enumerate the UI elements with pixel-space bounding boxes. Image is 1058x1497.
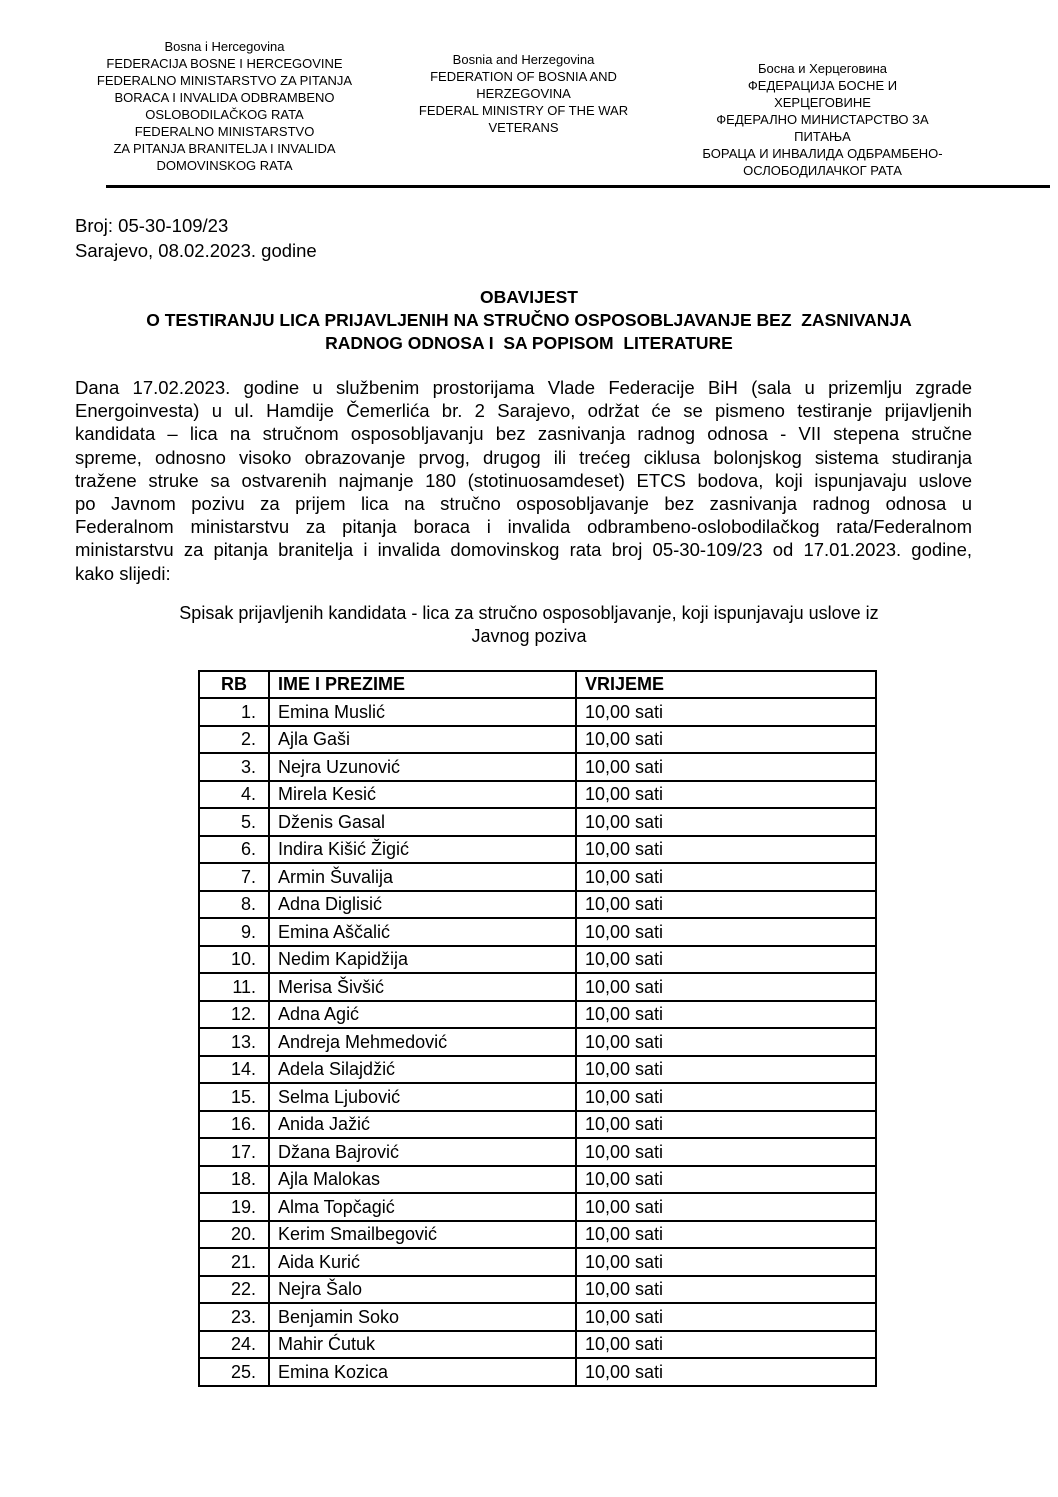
letterhead-line: FEDERATION OF BOSNIA AND bbox=[430, 69, 617, 84]
letterhead-line: ОСЛОБОДИЛАЧКОГ РАТА bbox=[743, 163, 902, 178]
cell-time: 10,00 sati bbox=[576, 1111, 876, 1139]
cell-rb: 10. bbox=[199, 946, 269, 974]
cell-time: 10,00 sati bbox=[576, 1138, 876, 1166]
cell-rb: 7. bbox=[199, 863, 269, 891]
letterhead-line: Bosna i Hercegovina bbox=[164, 39, 285, 54]
table-row bbox=[199, 726, 876, 754]
letterhead-line: FEDERALNO MINISTARSTVO ZA PITANJA bbox=[96, 73, 353, 88]
table-row bbox=[199, 973, 876, 1001]
cell-time: 10,00 sati bbox=[576, 863, 876, 891]
cell-time: 10,00 sati bbox=[576, 1028, 876, 1056]
cell-rb: 14. bbox=[199, 1056, 269, 1084]
letterhead-line: БОРАЦА И ИНВАЛИДА ОДБРАМБЕНО- bbox=[702, 146, 943, 161]
notice-title-line: O TESTIRANJU LICA PRIJAVLJENIH NA STRUČNO OSPOSOBLJAVANJE BEZ ZASNIVANJA bbox=[146, 310, 912, 330]
reference-block bbox=[75, 213, 972, 263]
letterhead-divider bbox=[106, 185, 1050, 188]
table-row bbox=[199, 1331, 876, 1359]
table-row bbox=[199, 863, 876, 891]
notice-body bbox=[75, 376, 972, 585]
letterhead-line: DOMOVINSKOG RATA bbox=[156, 158, 293, 173]
column-header-rb: RB bbox=[199, 671, 269, 699]
cell-name: Adna Agić bbox=[269, 1001, 576, 1029]
letterhead-bosnian bbox=[75, 38, 374, 179]
table-row bbox=[199, 891, 876, 919]
table-header-row bbox=[199, 671, 876, 699]
table-row bbox=[199, 946, 876, 974]
notice-body-line: tražene struke sa ostvarenih najmanje 180 (stotinuosamdeset) ETCS bodova, koji ispunjavaju uslove bbox=[75, 469, 972, 491]
letterhead bbox=[0, 0, 1058, 179]
cell-rb: 2. bbox=[199, 726, 269, 754]
cell-rb: 8. bbox=[199, 891, 269, 919]
cell-name: Armin Šuvalija bbox=[269, 863, 576, 891]
reference-number: Broj: 05-30-109/23 bbox=[75, 215, 229, 236]
cell-time: 10,00 sati bbox=[576, 1221, 876, 1249]
cell-rb: 16. bbox=[199, 1111, 269, 1139]
letterhead-line: BORACA I INVALIDA ODBRAMBENO bbox=[114, 90, 335, 105]
cell-rb: 6. bbox=[199, 836, 269, 864]
cell-name: Adela Silajdžić bbox=[269, 1056, 576, 1084]
notice-body-line: Dana 17.02.2023. godine u službenim prostorijama Vlade Federacije BiH (sala u prizemlju zgrade bbox=[75, 377, 972, 398]
letterhead-line: ХЕРЦЕГОВИНЕ bbox=[774, 95, 871, 110]
cell-name: Nejra Šalo bbox=[269, 1276, 576, 1304]
column-header-name: IME I PREZIME bbox=[269, 671, 576, 699]
cell-name: Mirela Kesić bbox=[269, 781, 576, 809]
cell-name: Ajla Malokas bbox=[269, 1166, 576, 1194]
table-row bbox=[199, 1248, 876, 1276]
table-row bbox=[199, 918, 876, 946]
cell-name: Džana Bajrović bbox=[269, 1138, 576, 1166]
table-row bbox=[199, 1221, 876, 1249]
cell-name: Selma Ljubović bbox=[269, 1083, 576, 1111]
table-row bbox=[199, 808, 876, 836]
cell-time: 10,00 sati bbox=[576, 698, 876, 726]
place-date-line: Sarajevo, 08.02.2023. godine bbox=[75, 240, 317, 261]
notice-body-line: Energoinvesta) u ul. Hamdije Čemerlića br. 2 Sarajevo, održat će se pismeno testiranje prijavljenih bbox=[75, 400, 972, 422]
letterhead-cyrillic bbox=[673, 38, 972, 179]
notice-title-line: OBAVIJEST bbox=[480, 287, 578, 307]
cell-rb: 9. bbox=[199, 918, 269, 946]
letterhead-line: ZA PITANJA BRANITELJA I INVALIDA bbox=[113, 141, 336, 156]
cell-time: 10,00 sati bbox=[576, 1248, 876, 1276]
cell-name: Benjamin Soko bbox=[269, 1303, 576, 1331]
column-header-time: VRIJEME bbox=[576, 671, 876, 699]
letterhead-line: HERZEGOVINA bbox=[476, 86, 571, 101]
cell-name: Dženis Gasal bbox=[269, 808, 576, 836]
letterhead-line: OSLOBODILAČKOG RATA bbox=[145, 107, 304, 122]
cell-name: Nedim Kapidžija bbox=[269, 946, 576, 974]
candidate-list-caption-line: Spisak prijavljenih kandidata - lica za stručno osposobljavanje, koji ispunjavaju uslove iz bbox=[179, 602, 879, 623]
cell-time: 10,00 sati bbox=[576, 891, 876, 919]
cell-name: Indira Kišić Žigić bbox=[269, 836, 576, 864]
table-row bbox=[199, 1276, 876, 1304]
cell-rb: 11. bbox=[199, 973, 269, 1001]
table-row bbox=[199, 1303, 876, 1331]
table-row bbox=[199, 1083, 876, 1111]
cell-time: 10,00 sati bbox=[576, 946, 876, 974]
cell-rb: 19. bbox=[199, 1193, 269, 1221]
table-row bbox=[199, 753, 876, 781]
cell-time: 10,00 sati bbox=[576, 726, 876, 754]
notice-body-line: kako slijedi: bbox=[75, 562, 171, 584]
cell-rb: 21. bbox=[199, 1248, 269, 1276]
cell-time: 10,00 sati bbox=[576, 1358, 876, 1386]
letterhead-line: FEDERACIJA BOSNE I HERCEGOVINE bbox=[106, 56, 343, 71]
table-row bbox=[199, 1111, 876, 1139]
cell-time: 10,00 sati bbox=[576, 1276, 876, 1304]
letterhead-line: VETERANS bbox=[488, 120, 559, 135]
notice-body-line: ministarstvu za pitanja branitelja i invalida domovinskog rata broj 05-30-109/23 od 17.01.2023. godine, bbox=[75, 539, 972, 561]
cell-name: Ajla Gaši bbox=[269, 726, 576, 754]
cell-time: 10,00 sati bbox=[576, 1166, 876, 1194]
cell-time: 10,00 sati bbox=[576, 1056, 876, 1084]
candidate-list-caption-line: Javnog poziva bbox=[471, 625, 587, 646]
notice-body-line: po Javnom pozivu za prijem lica na stručno osposobljavanje bez zasnivanja radnog odnosa u bbox=[75, 493, 972, 515]
table-row bbox=[199, 1056, 876, 1084]
letterhead-line: ПИТАЊА bbox=[794, 129, 851, 144]
cell-rb: 15. bbox=[199, 1083, 269, 1111]
cell-time: 10,00 sati bbox=[576, 918, 876, 946]
cell-rb: 3. bbox=[199, 753, 269, 781]
table-row bbox=[199, 1193, 876, 1221]
notice-body-line: Federalnom ministarstvu za pitanja boraca i invalida odbrambeno-oslobodilačkog rata/Federalnom bbox=[75, 516, 972, 538]
cell-time: 10,00 sati bbox=[576, 753, 876, 781]
cell-time: 10,00 sati bbox=[576, 808, 876, 836]
candidate-list-caption bbox=[0, 602, 1058, 648]
cell-name: Merisa Šivšić bbox=[269, 973, 576, 1001]
letterhead-line: ФЕДЕРАЛНО МИНИСТАРСТВО ЗА bbox=[716, 112, 929, 127]
letterhead-line: FEDERALNO MINISTARSTVO bbox=[134, 124, 315, 139]
cell-rb: 12. bbox=[199, 1001, 269, 1029]
cell-rb: 23. bbox=[199, 1303, 269, 1331]
cell-name: Alma Topčagić bbox=[269, 1193, 576, 1221]
cell-name: Aida Kurić bbox=[269, 1248, 576, 1276]
cell-time: 10,00 sati bbox=[576, 1083, 876, 1111]
cell-rb: 4. bbox=[199, 781, 269, 809]
cell-rb: 17. bbox=[199, 1138, 269, 1166]
cell-time: 10,00 sati bbox=[576, 1001, 876, 1029]
cell-rb: 25. bbox=[199, 1358, 269, 1386]
table-row bbox=[199, 1001, 876, 1029]
cell-time: 10,00 sati bbox=[576, 1331, 876, 1359]
table-row bbox=[199, 781, 876, 809]
table-row bbox=[199, 1138, 876, 1166]
cell-time: 10,00 sati bbox=[576, 1193, 876, 1221]
cell-time: 10,00 sati bbox=[576, 973, 876, 1001]
cell-rb: 24. bbox=[199, 1331, 269, 1359]
cell-rb: 22. bbox=[199, 1276, 269, 1304]
notice-title-line: RADNOG ODNOSA I SA POPISOM LITERATURE bbox=[325, 333, 733, 353]
cell-time: 10,00 sati bbox=[576, 836, 876, 864]
table-row bbox=[199, 836, 876, 864]
cell-rb: 18. bbox=[199, 1166, 269, 1194]
cell-rb: 13. bbox=[199, 1028, 269, 1056]
letterhead-english bbox=[374, 38, 673, 179]
cell-name: Nejra Uzunović bbox=[269, 753, 576, 781]
table-row bbox=[199, 1166, 876, 1194]
cell-name: Kerim Smailbegović bbox=[269, 1221, 576, 1249]
table-row bbox=[199, 698, 876, 726]
notice-title bbox=[75, 286, 983, 355]
cell-name: Anida Jažić bbox=[269, 1111, 576, 1139]
table-row bbox=[199, 1028, 876, 1056]
letterhead-line: Bosnia and Herzegovina bbox=[452, 52, 595, 67]
cell-name: Emina Kozica bbox=[269, 1358, 576, 1386]
letterhead-line: ФЕДЕРАЦИЈА БОСНЕ И bbox=[747, 78, 898, 93]
letterhead-line: FEDERAL MINISTRY OF THE WAR bbox=[418, 103, 629, 118]
cell-name: Mahir Ćutuk bbox=[269, 1331, 576, 1359]
cell-name: Andreja Mehmedović bbox=[269, 1028, 576, 1056]
notice-body-line: spreme, odnosno visoko obrazovanje prvog, drugog ili trećeg ciklusa bolonjskog sistema studiranja bbox=[75, 446, 972, 468]
cell-name: Emina Muslić bbox=[269, 698, 576, 726]
cell-rb: 5. bbox=[199, 808, 269, 836]
table-row bbox=[199, 1358, 876, 1386]
cell-name: Emina Aščalić bbox=[269, 918, 576, 946]
cell-rb: 20. bbox=[199, 1221, 269, 1249]
candidates-table bbox=[198, 670, 877, 1387]
cell-rb: 1. bbox=[199, 698, 269, 726]
cell-name: Adna Diglisić bbox=[269, 891, 576, 919]
letterhead-line: Босна и Херцеговина bbox=[757, 61, 888, 76]
notice-body-line: kandidata – lica na stručnom osposobljavanju bez zasnivanja radnog odnosa - VII stepena stručne bbox=[75, 423, 972, 445]
cell-time: 10,00 sati bbox=[576, 781, 876, 809]
cell-time: 10,00 sati bbox=[576, 1303, 876, 1331]
